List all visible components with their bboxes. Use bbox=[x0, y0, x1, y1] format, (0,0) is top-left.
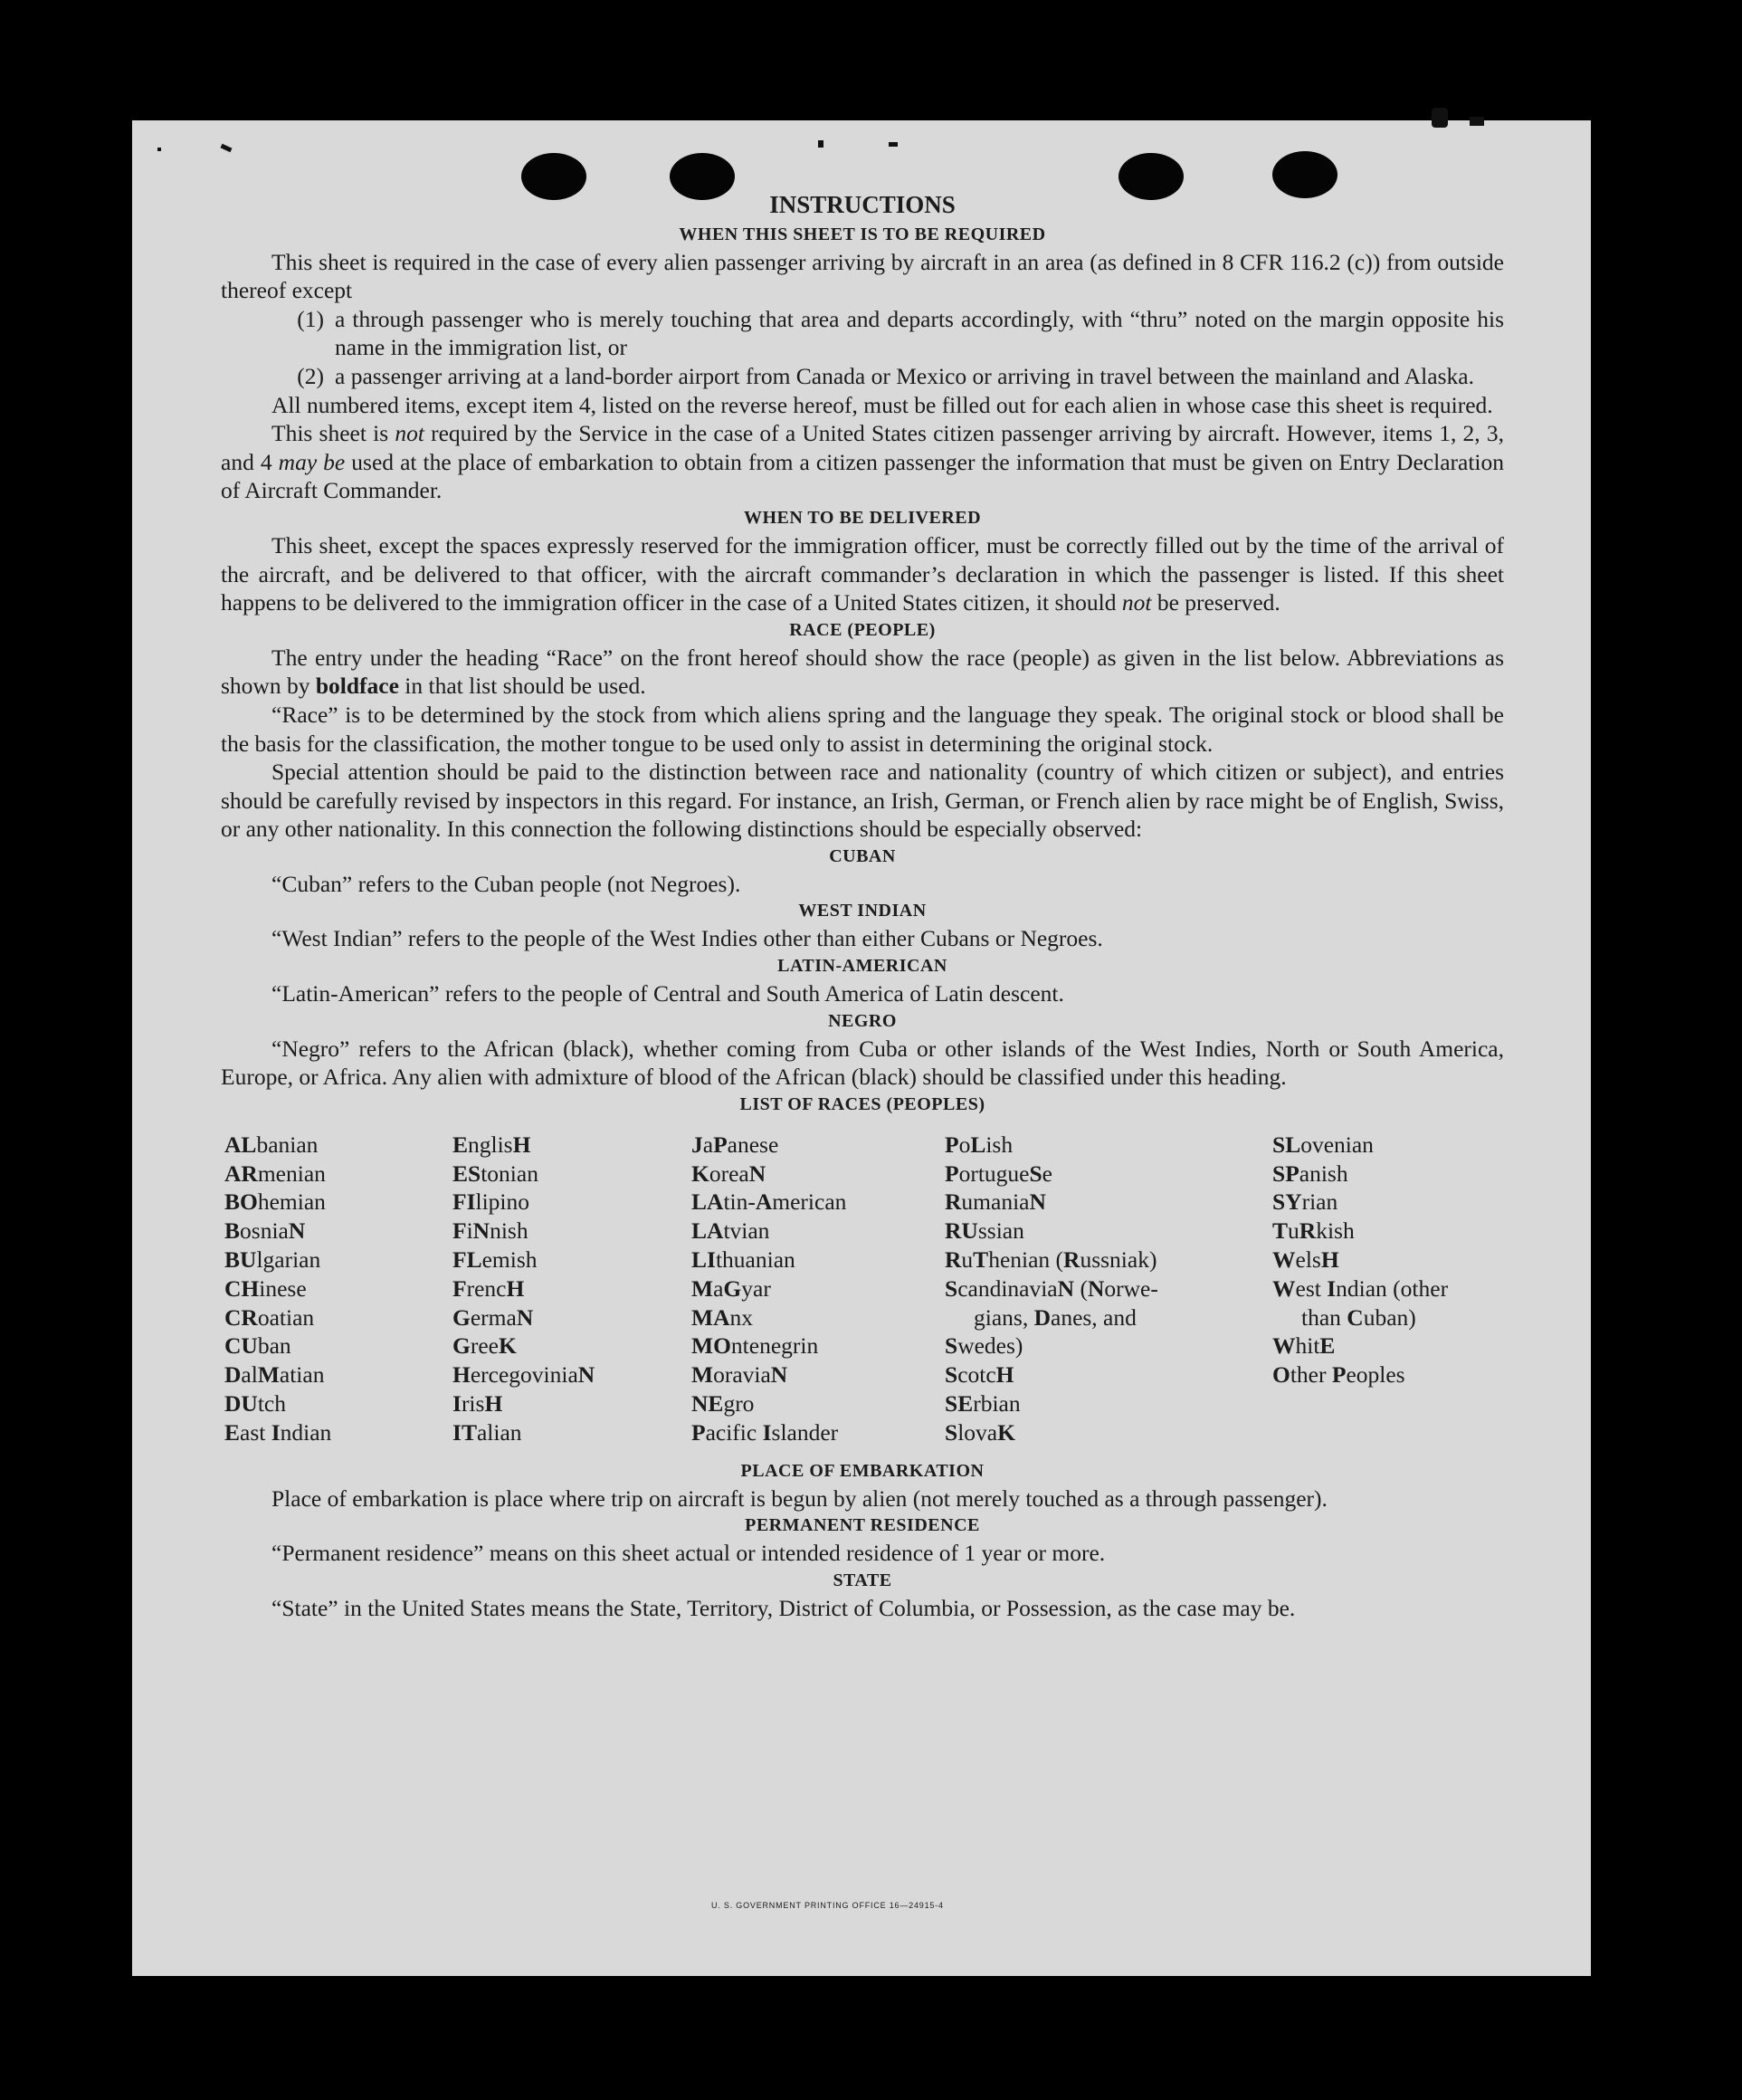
race-entry: WhitE bbox=[1272, 1332, 1336, 1360]
section-heading: WHEN THIS SHEET IS TO BE REQUIRED bbox=[679, 224, 1046, 244]
section-heading: PERMANENT RESIDENCE bbox=[745, 1515, 980, 1536]
race-entry: Pacific Islander bbox=[691, 1418, 839, 1446]
race-entry: than Cuban) bbox=[1301, 1303, 1416, 1331]
item-text: a through passenger who is merely touching that area and departs accordingly, with “thru” noted on the margin opposite his name in the immigration list, or bbox=[335, 305, 1504, 361]
paragraph: “State” in the United States means the State, Territory, District of Columbia, or Possession, as the case may be. bbox=[271, 1594, 1296, 1621]
race-entry: CHinese bbox=[224, 1274, 307, 1302]
race-entry: gians, Danes, and bbox=[974, 1303, 1137, 1331]
race-entry: GreeK bbox=[452, 1332, 517, 1360]
race-entry: West Indian (other bbox=[1272, 1274, 1449, 1302]
race-entry: ARmenian bbox=[224, 1160, 326, 1187]
ink-speck bbox=[1432, 108, 1448, 128]
section-heading: WHEN TO BE DELIVERED bbox=[743, 507, 982, 528]
race-entry: CUban bbox=[224, 1332, 291, 1360]
race-entry: RuThenian (Russniak) bbox=[945, 1246, 1157, 1274]
race-entry: Other Peoples bbox=[1272, 1361, 1405, 1389]
ink-speck bbox=[1470, 117, 1484, 126]
race-entry: PortugueSe bbox=[945, 1160, 1052, 1187]
race-entry: JaPanese bbox=[691, 1131, 779, 1158]
race-entry: ALbanian bbox=[224, 1131, 319, 1158]
race-entry: SlovaK bbox=[945, 1418, 1015, 1446]
race-entry: MOntenegrin bbox=[691, 1332, 819, 1360]
race-column bbox=[691, 1131, 945, 1447]
paragraph: “West Indian” refers to the people of the West Indies other than either Cubans or Negroes. bbox=[271, 925, 1103, 952]
race-entry: RUssian bbox=[945, 1217, 1024, 1245]
race-entry: WelsH bbox=[1272, 1246, 1339, 1274]
paragraph: The entry under the heading “Race” on the front hereof should show the race (people) as given in the list below. Abbreviations as shown by boldface in that list should be used. bbox=[221, 644, 1504, 700]
list-item bbox=[221, 305, 1504, 362]
section-heading: WEST INDIAN bbox=[798, 901, 927, 921]
race-entry: FIlipino bbox=[452, 1188, 530, 1216]
paragraph: Special attention should be paid to the distinction between race and nationality (country of which citizen or subject), and entries should be carefully revised by inspectors in this regard. For instance, an Irish, German, or French alien by race might be of English, Swiss, or any other nationality. In this connection the following distinctions should be especially observed: bbox=[221, 759, 1504, 843]
race-entry: DalMatian bbox=[224, 1361, 325, 1389]
race-entry: TuRkish bbox=[1272, 1217, 1355, 1245]
ink-speck bbox=[221, 144, 233, 153]
list-item bbox=[221, 362, 1504, 391]
race-entry: GermaN bbox=[452, 1303, 534, 1331]
paragraph: All numbered items, except item 4, listed on the reverse hereof, must be filled out for each alien in whose case this sheet is required. bbox=[271, 391, 1493, 418]
section-heading: RACE (PEOPLE) bbox=[789, 619, 936, 640]
ink-speck bbox=[889, 142, 898, 147]
race-entry: RumaniaN bbox=[945, 1188, 1046, 1216]
paragraph: This sheet is not required by the Service in the case of a United States citizen passenger arriving by aircraft. However, items 1, 2, 3, and 4 may be used at the place of embarkation to obtain from a citizen passenger the information that must be given on Entry Declaration of Aircraft Commander. bbox=[221, 420, 1504, 504]
race-entry: LAtin-American bbox=[691, 1188, 847, 1216]
paragraph: “Race” is to be determined by the stock from which aliens spring and the language they speak. The original stock or blood shall be the basis for the classification, the mother tongue to be used only to assist in determining the original stock. bbox=[221, 701, 1504, 757]
section-heading: PLACE OF EMBARKATION bbox=[740, 1460, 985, 1481]
paragraph: “Negro” refers to the African (black), whether coming from Cuba or other islands of the West Indies, North or South America, Europe, or Africa. Any alien with admixture of blood of the African (black) should be classified under this heading. bbox=[221, 1035, 1504, 1091]
race-entry: MAnx bbox=[691, 1303, 753, 1331]
paragraph: “Latin-American” refers to the people of Central and South America of Latin descent. bbox=[271, 980, 1064, 1007]
race-entry: SLovenian bbox=[1272, 1131, 1374, 1158]
race-entry: DUtch bbox=[224, 1390, 286, 1418]
section-heading: LATIN-AMERICAN bbox=[777, 956, 947, 977]
page-title: INSTRUCTIONS bbox=[769, 191, 956, 218]
race-entry: FLemish bbox=[452, 1246, 538, 1274]
ink-speck bbox=[818, 140, 823, 148]
race-entry: ScandinaviaN (Norwe- bbox=[945, 1274, 1158, 1302]
document-page bbox=[132, 120, 1591, 1976]
paragraph: Place of embarkation is place where trip on aircraft is begun by alien (not merely touched as a through passenger). bbox=[271, 1484, 1328, 1512]
race-list bbox=[224, 1131, 1504, 1447]
paragraph: This sheet, except the spaces expressly reserved for the immigration officer, must be correctly filled out by the time of the arrival of the aircraft, and be delivered to that officer, with the aircraft commander’s declaration in which the passenger is listed. If this sheet happens to be delivered to the immigration officer in the case of a United States citizen, it should not be preserved. bbox=[221, 531, 1504, 616]
race-entry: EStonian bbox=[452, 1160, 538, 1187]
race-entry: FiNnish bbox=[452, 1217, 528, 1245]
race-entry: SErbian bbox=[945, 1390, 1021, 1418]
race-entry: PoLish bbox=[945, 1131, 1014, 1158]
section-heading: STATE bbox=[833, 1570, 892, 1590]
race-entry: SPanish bbox=[1272, 1160, 1348, 1187]
race-entry: EnglisH bbox=[452, 1131, 531, 1158]
race-entry: KoreaN bbox=[691, 1160, 766, 1187]
race-entry: ScotcH bbox=[945, 1361, 1014, 1389]
ink-speck bbox=[157, 148, 161, 151]
race-entry: LAtvian bbox=[691, 1217, 770, 1245]
instructions-text bbox=[221, 191, 1504, 1622]
printer-imprint: U. S. GOVERNMENT PRINTING OFFICE 16—24915-4 bbox=[711, 1901, 944, 1910]
race-entry: FrencH bbox=[452, 1274, 525, 1302]
race-entry: Swedes) bbox=[945, 1332, 1023, 1360]
race-column bbox=[452, 1131, 691, 1447]
section-heading: CUBAN bbox=[829, 845, 896, 866]
race-entry: MaGyar bbox=[691, 1274, 771, 1302]
item-text: a passenger arriving at a land-border airport from Canada or Mexico or arriving in travel between the mainland and Alaska. bbox=[335, 362, 1474, 389]
race-entry: BosniaN bbox=[224, 1217, 306, 1245]
race-entry: HercegoviniaN bbox=[452, 1361, 595, 1389]
race-column bbox=[945, 1131, 1272, 1447]
paragraph: This sheet is required in the case of every alien passenger arriving by aircraft in an area (as defined in 8 CFR 116.2 (c)) from outside thereof except bbox=[221, 248, 1504, 304]
section-heading: LIST OF RACES (PEOPLES) bbox=[739, 1093, 985, 1114]
section-heading: NEGRO bbox=[828, 1010, 897, 1031]
race-entry: BOhemian bbox=[224, 1188, 326, 1216]
race-entry: MoraviaN bbox=[691, 1361, 788, 1389]
item-number: (2) bbox=[297, 362, 324, 389]
item-number: (1) bbox=[297, 305, 324, 332]
paragraph: “Permanent residence” means on this sheet actual or intended residence of 1 year or more. bbox=[271, 1540, 1106, 1567]
race-entry: BUlgarian bbox=[224, 1246, 321, 1274]
paragraph: “Cuban” refers to the Cuban people (not Negroes). bbox=[271, 870, 741, 897]
race-column bbox=[224, 1131, 452, 1447]
race-entry: East Indian bbox=[224, 1418, 332, 1446]
race-entry: CRoatian bbox=[224, 1303, 315, 1331]
race-entry: LIthuanian bbox=[691, 1246, 795, 1274]
race-entry: SYrian bbox=[1272, 1188, 1338, 1216]
race-entry: ITalian bbox=[452, 1418, 522, 1446]
race-column bbox=[1272, 1131, 1508, 1447]
race-entry: NEgro bbox=[691, 1390, 755, 1418]
race-entry: IrisH bbox=[452, 1390, 503, 1418]
